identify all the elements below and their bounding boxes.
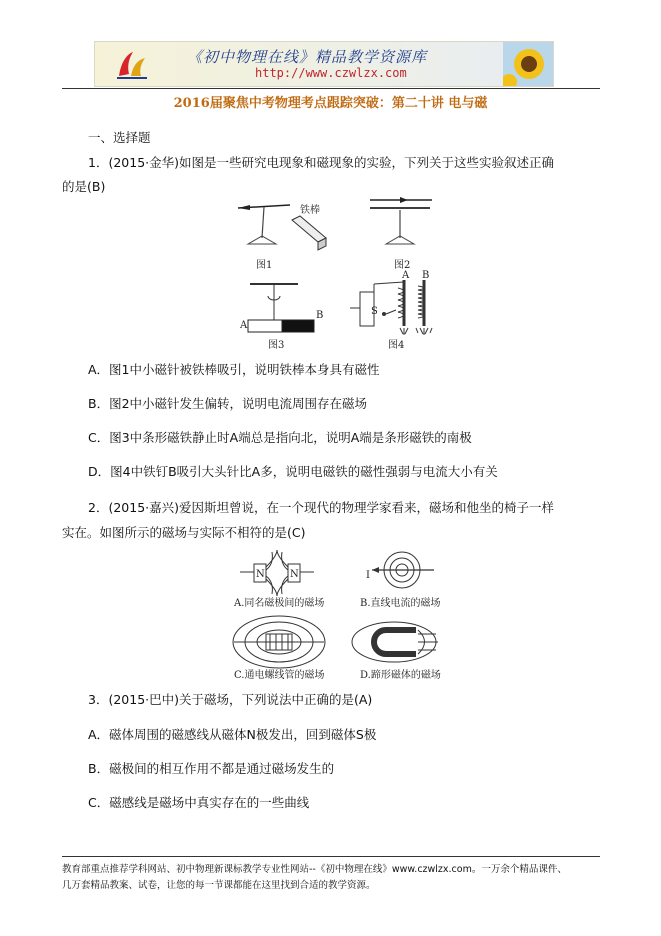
figB-straight-current-field: [372, 552, 434, 588]
fig3-label-a: A: [240, 320, 248, 331]
q3-option-c[interactable]: C．磁感线是磁场中真实存在的一些曲线: [88, 795, 310, 810]
fig3-caption: 图3: [268, 340, 285, 351]
label-iron-bar: 铁棒: [300, 205, 320, 216]
q1-option-c[interactable]: C．图3中条形磁铁静止时A端总是指向北，说明A端是条形磁铁的南极: [88, 430, 472, 445]
figD-caption: D.蹄形磁体的磁场: [360, 670, 441, 681]
fig3-label-b: B: [316, 310, 324, 321]
q3-option-a[interactable]: A．磁体周围的磁感线从磁体N极发出，回到磁体S极: [88, 727, 377, 742]
figB-caption: B.直线电流的磁场: [360, 598, 441, 609]
footer-line1: 教育部重点推荐学科网站、初中物理新课标教学专业性网站--《初中物理在线》www.czwlzx.com。一万余个精品课件、: [62, 864, 567, 875]
figB-label-i: I: [366, 570, 370, 581]
figA-caption: A.同名磁极间的磁场: [234, 598, 325, 609]
fig4-label-b: B: [422, 270, 430, 281]
fig4-electromagnets: [350, 280, 432, 335]
figD-u-magnet-field: [352, 622, 438, 662]
footer-rule: [62, 856, 600, 857]
q3-stem-line1: 3．(2015·巴中)关于磁场，下列说法中正确的是(A): [88, 692, 373, 707]
q1-option-d[interactable]: D．图4中铁钉B吸引大头针比A多，说明电磁铁的磁性强弱与电流大小有关: [88, 464, 498, 479]
fig2-compass-wire: [370, 197, 432, 244]
q1-stem-line1: 1．(2015·金华)如图是一些研究电现象和磁现象的实验，下列关于这些实验叙述正确: [88, 155, 554, 170]
q2-stem-line1: 2．(2015·嘉兴)爱因斯坦曾说，在一个现代的物理学家看来，磁场和他坐的椅子一样: [88, 500, 554, 515]
fig1-caption: 图1: [256, 260, 273, 271]
fig2-caption: 图2: [394, 260, 411, 271]
footer-line2: 几万套精品教案、试卷，让您的每一节课都能在这里找到合适的教学资源。: [62, 880, 376, 891]
header-banner: [94, 41, 554, 87]
page-footer: [62, 862, 622, 894]
page-title: 2016届聚焦中考物理考点跟踪突破：第二十讲 电与磁: [173, 96, 488, 111]
section-heading: 一、选择题: [88, 130, 151, 145]
figA-pole-n-left: N: [256, 569, 265, 580]
q1-stem-line2: 的是(B): [62, 179, 106, 194]
figC-solenoid-field: [233, 616, 325, 668]
figC-caption: C.通电螺线管的磁场: [234, 670, 325, 681]
fig4-caption: 图4: [388, 340, 405, 351]
header-rule: [62, 88, 600, 89]
figA-pole-n-right: N: [290, 569, 299, 580]
sunflower-icon: [503, 42, 553, 86]
q3-option-b[interactable]: B．磁极间的相互作用不都是通过磁场发生的: [88, 761, 335, 776]
q1-option-a[interactable]: A．图1中小磁针被铁棒吸引，说明铁棒本身具有磁性: [88, 362, 380, 377]
figA-like-poles-field: [240, 550, 314, 596]
site-logo-icon: [115, 48, 149, 80]
banner-slogan: 《初中物理在线》精品教学资源库: [187, 48, 428, 66]
q1-option-b[interactable]: B．图2中小磁针发生偏转，说明电流周围存在磁场: [88, 396, 368, 411]
banner-url[interactable]: http://www.czwlzx.com: [255, 66, 407, 80]
fig4-label-s: S: [371, 306, 378, 317]
fig3-hanging-magnet: [248, 284, 314, 332]
fig4-label-a: A: [402, 270, 410, 281]
q2-stem-line2: 实在。如图所示的磁场与实际不相符的是(C): [62, 525, 306, 540]
q1-figure: [220, 196, 460, 354]
q2-figure: [226, 550, 446, 682]
